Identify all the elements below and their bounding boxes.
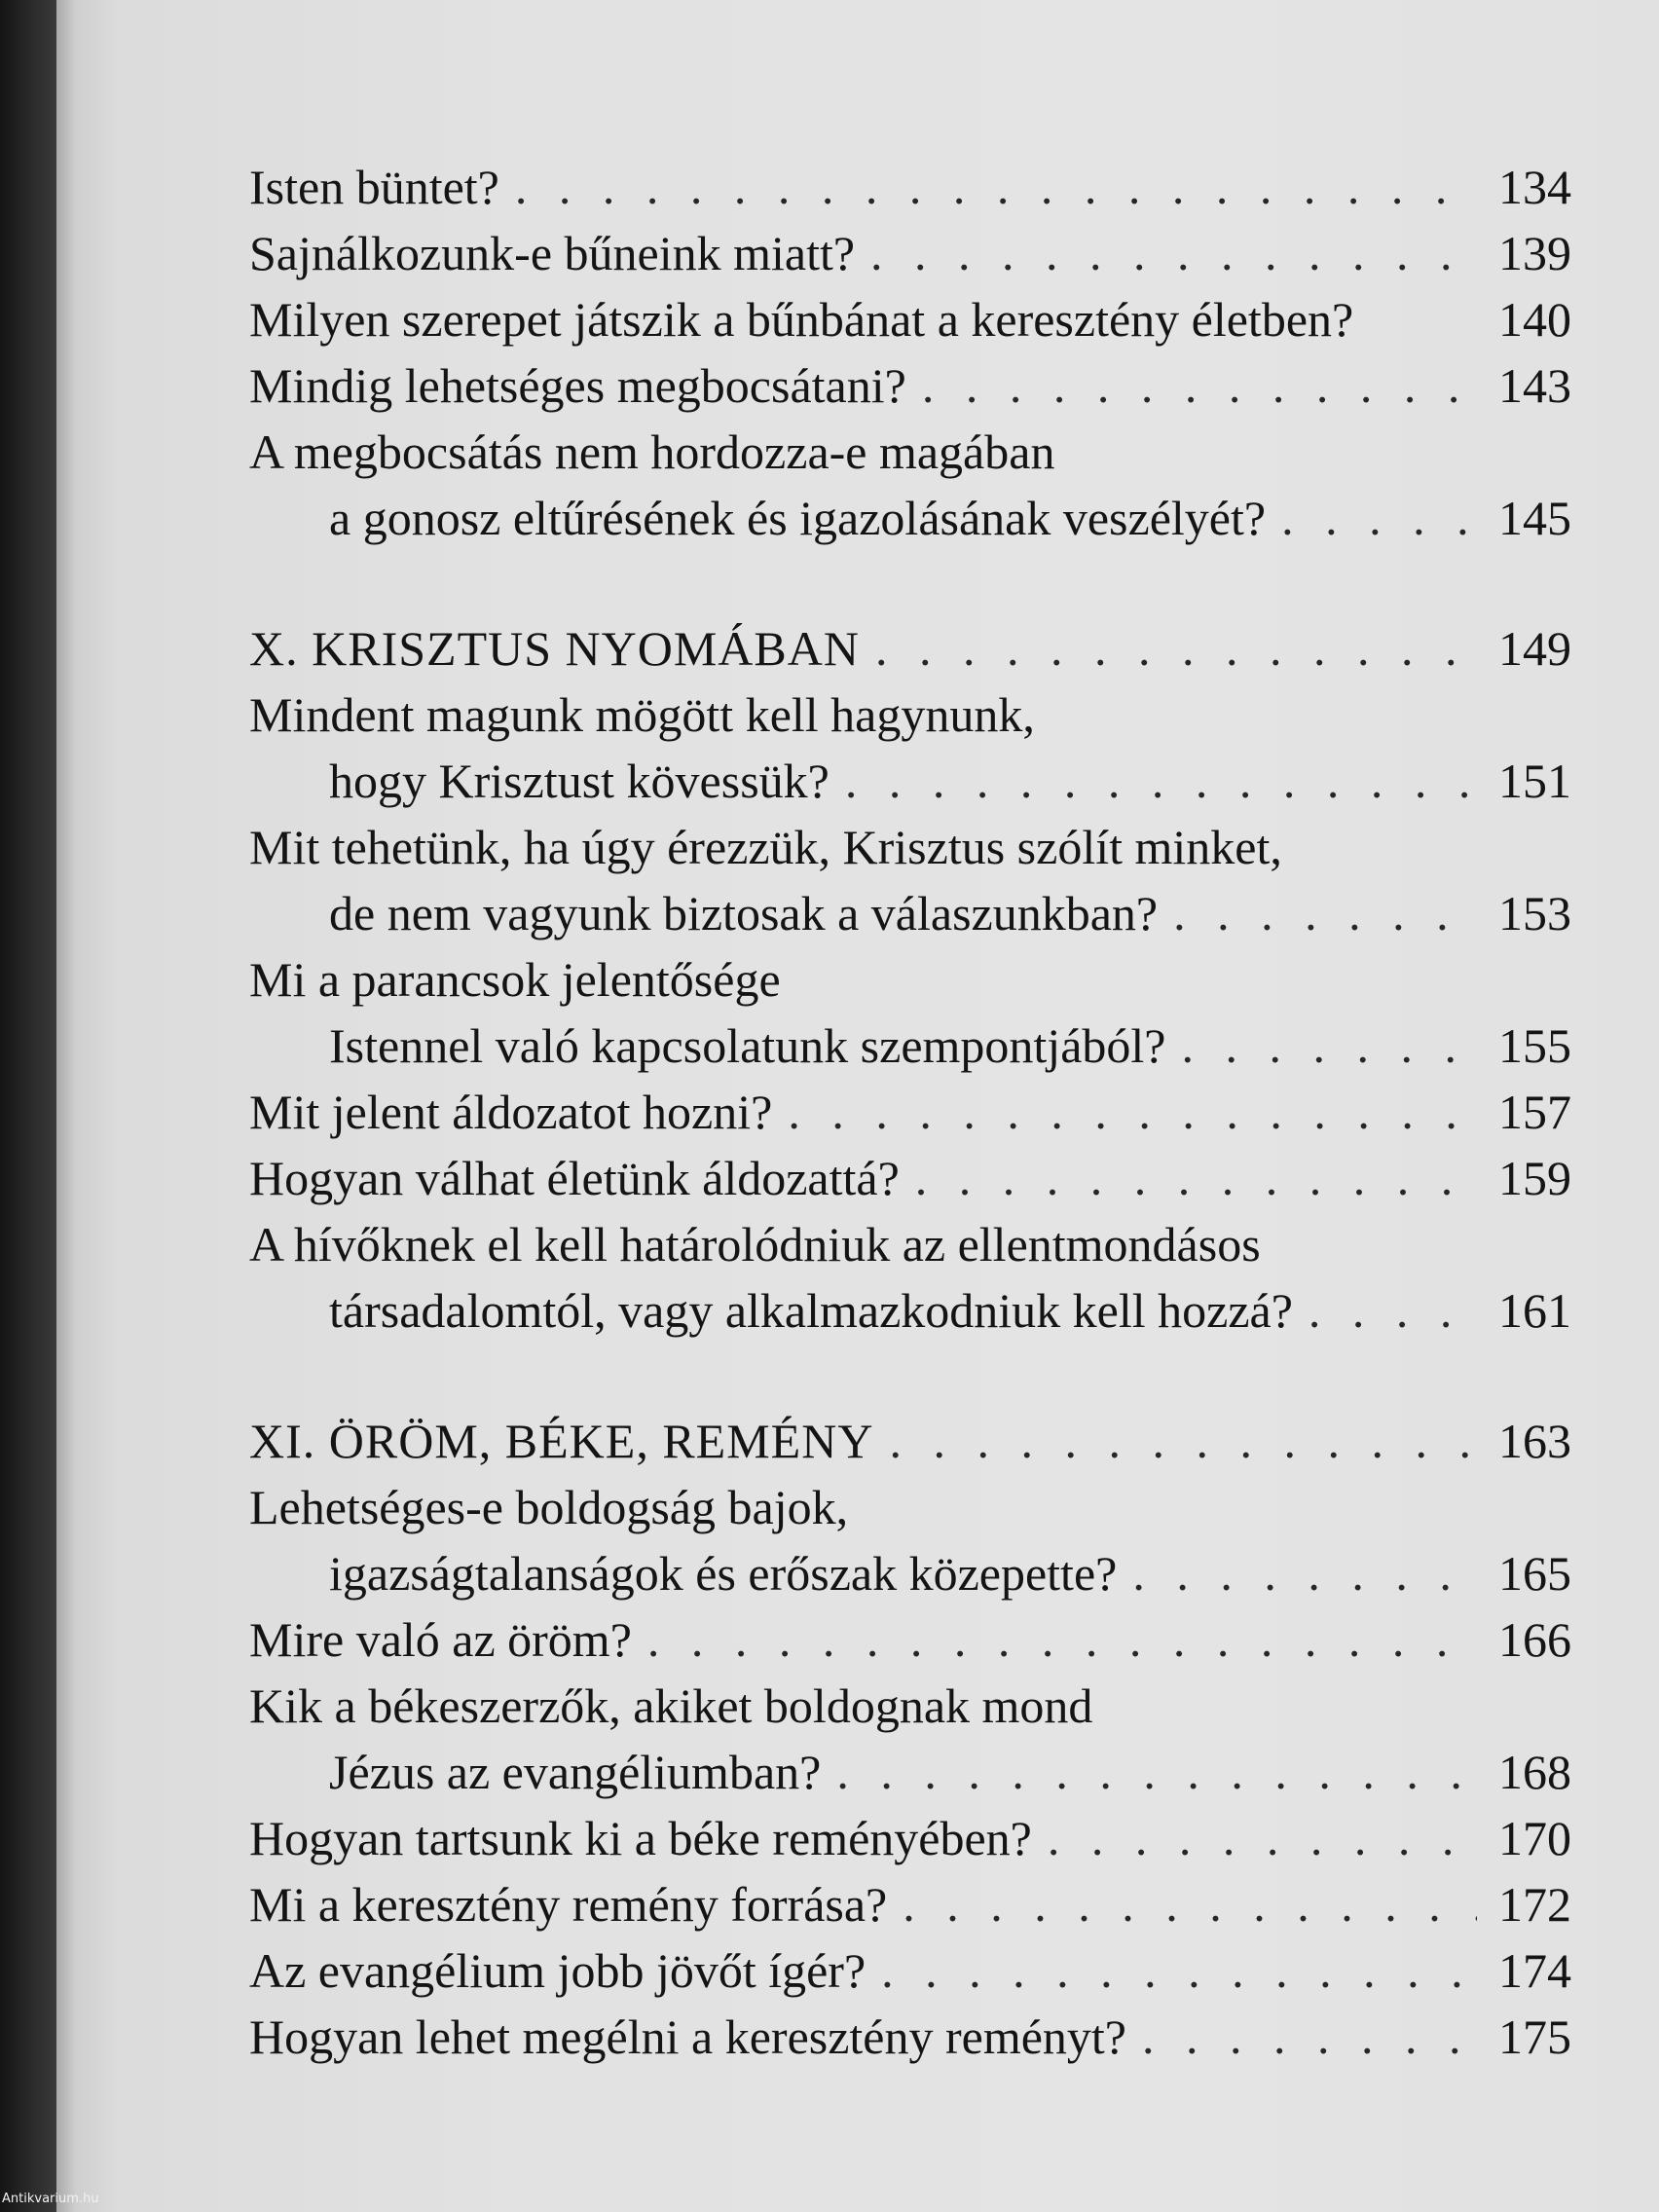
dot-leader — [881, 1937, 1477, 2004]
toc-entry — [249, 1805, 1571, 1871]
toc-entry-text: Hogyan tartsunk ki a béke reményében? — [249, 1811, 1032, 1865]
toc-entry-text: Isten büntet? — [249, 160, 499, 214]
toc-page-number: 168 — [1498, 1745, 1571, 1799]
toc-entry-text: Mi a parancsok jelentősége — [249, 952, 781, 1007]
toc-page-number: 161 — [1498, 1283, 1571, 1338]
toc-entry — [249, 1079, 1571, 1145]
toc-entry-text: Milyen szerepet játszik a bűnbánat a keresztény életben? — [249, 292, 1354, 347]
toc-page-number: 140 — [1498, 292, 1571, 347]
toc-entry — [249, 682, 1571, 814]
toc-page-number: 143 — [1498, 358, 1571, 413]
toc-entry-text: Mit tehetünk, ha úgy érezzük, Krisztus szólít minket, — [249, 820, 1282, 874]
toc-entry — [249, 1474, 1571, 1606]
toc-page-number: 163 — [1498, 1414, 1571, 1468]
dot-leader — [1309, 1277, 1477, 1344]
toc-entry-text-continued: hogy Krisztust kövessük? — [329, 754, 830, 808]
toc-entry — [249, 154, 1571, 220]
toc-entry-text: Lehetséges-e boldogság bajok, — [249, 1480, 849, 1534]
toc-entry-text-continued: a gonosz eltűrésének és igazolásának veszélyét? — [329, 491, 1267, 545]
toc-entry-text-continued: de nem vagyunk biztosak a válaszunkban? — [329, 886, 1159, 940]
toc-page-number: 174 — [1498, 1943, 1571, 1998]
toc-page-number: 170 — [1498, 1811, 1571, 1865]
source-watermark: Antikvarium.hu — [2, 2192, 99, 2206]
toc-entry-text-continued: igazságtalanságok és erőszak közepette? — [329, 1546, 1118, 1601]
toc-entry — [249, 1606, 1571, 1673]
dot-leader — [1048, 1805, 1477, 1871]
toc-entry-text: Mire való az öröm? — [249, 1612, 632, 1667]
toc-entry — [249, 1871, 1571, 1937]
toc-page-number: 149 — [1498, 621, 1571, 676]
toc-entry-text-continued: Istennel való kapcsolatunk szempontjából? — [329, 1018, 1166, 1073]
toc-page-number: 145 — [1498, 491, 1571, 545]
toc-page-number: 139 — [1498, 226, 1571, 280]
toc-entry-text: Kik a békeszerzők, akiket boldognak mond — [249, 1678, 1093, 1733]
dot-leader — [1281, 485, 1477, 551]
book-spine — [0, 0, 56, 2212]
dot-leader — [1181, 1013, 1477, 1079]
dot-leader — [870, 220, 1477, 286]
toc-entry-text: Hogyan lehet megélni a keresztény reményt? — [249, 2009, 1127, 2064]
toc-entry-text: Mindent magunk mögött kell hagynunk, — [249, 687, 1035, 742]
dot-leader — [1173, 880, 1477, 946]
toc-entry — [249, 946, 1571, 1079]
toc-page-number: 155 — [1498, 1018, 1571, 1073]
toc-page-number: 166 — [1498, 1612, 1571, 1667]
toc-entry — [249, 814, 1571, 946]
toc-entry — [249, 1145, 1571, 1211]
toc-entry — [249, 1211, 1571, 1344]
toc-page-number: 151 — [1498, 754, 1571, 808]
toc-entry — [249, 352, 1571, 419]
dot-leader — [515, 154, 1477, 220]
dot-leader — [922, 352, 1477, 419]
dot-leader — [836, 1739, 1477, 1805]
toc-entry-text: A hívőknek el kell határolódniuk az ellentmondásos — [249, 1217, 1261, 1272]
toc-section-xi — [249, 1408, 1571, 2070]
dot-leader — [647, 1606, 1477, 1673]
dot-leader — [889, 1408, 1477, 1474]
toc-entry — [249, 1673, 1571, 1805]
dot-leader — [915, 1145, 1477, 1211]
chapter-title: X. KRISZTUS NYOMÁBAN — [249, 621, 860, 676]
toc-page-number: 175 — [1498, 2009, 1571, 2064]
dot-leader — [845, 748, 1477, 814]
toc-entry — [249, 286, 1571, 352]
toc-page-number: 153 — [1498, 886, 1571, 940]
chapter-title: XI. ÖRÖM, BÉKE, REMÉNY — [249, 1414, 874, 1468]
toc-entry — [249, 1937, 1571, 2004]
dot-leader — [1132, 1540, 1477, 1606]
toc-entry-text: Mindig lehetséges megbocsátani? — [249, 358, 906, 413]
toc-entry-text: A megbocsátás nem hordozza-e magában — [249, 424, 1055, 479]
toc-entry — [249, 2004, 1571, 2070]
dot-leader — [788, 1079, 1477, 1145]
toc-entry-text-continued: Jézus az evangéliumban? — [329, 1745, 822, 1799]
toc-entry-text: Az evangélium jobb jövőt ígér? — [249, 1943, 866, 1998]
toc-entry-text: Mit jelent áldozatot hozni? — [249, 1085, 773, 1139]
toc-page-number: 165 — [1498, 1546, 1571, 1601]
toc-entry — [249, 220, 1571, 286]
toc-entry-text: Hogyan válhat életünk áldozattá? — [249, 1151, 900, 1205]
toc-page-number: 172 — [1498, 1877, 1571, 1932]
toc-entry-text: Mi a keresztény remény forrása? — [249, 1877, 888, 1932]
table-of-contents — [249, 154, 1571, 2070]
toc-page-number: 159 — [1498, 1151, 1571, 1205]
toc-entry-text-continued: társadalomtól, vagy alkalmazkodniuk kell hozzá? — [329, 1283, 1293, 1338]
toc-entry-text: Sajnálkozunk-e bűneink miatt? — [249, 226, 856, 280]
dot-leader — [903, 1871, 1477, 1937]
toc-page-number: 157 — [1498, 1085, 1571, 1139]
toc-section-x — [249, 615, 1571, 1344]
dot-leader — [1142, 2004, 1477, 2070]
toc-entry — [249, 419, 1571, 551]
toc-section-continued — [249, 154, 1571, 551]
toc-page-number: 134 — [1498, 160, 1571, 214]
dot-leader — [875, 615, 1477, 682]
